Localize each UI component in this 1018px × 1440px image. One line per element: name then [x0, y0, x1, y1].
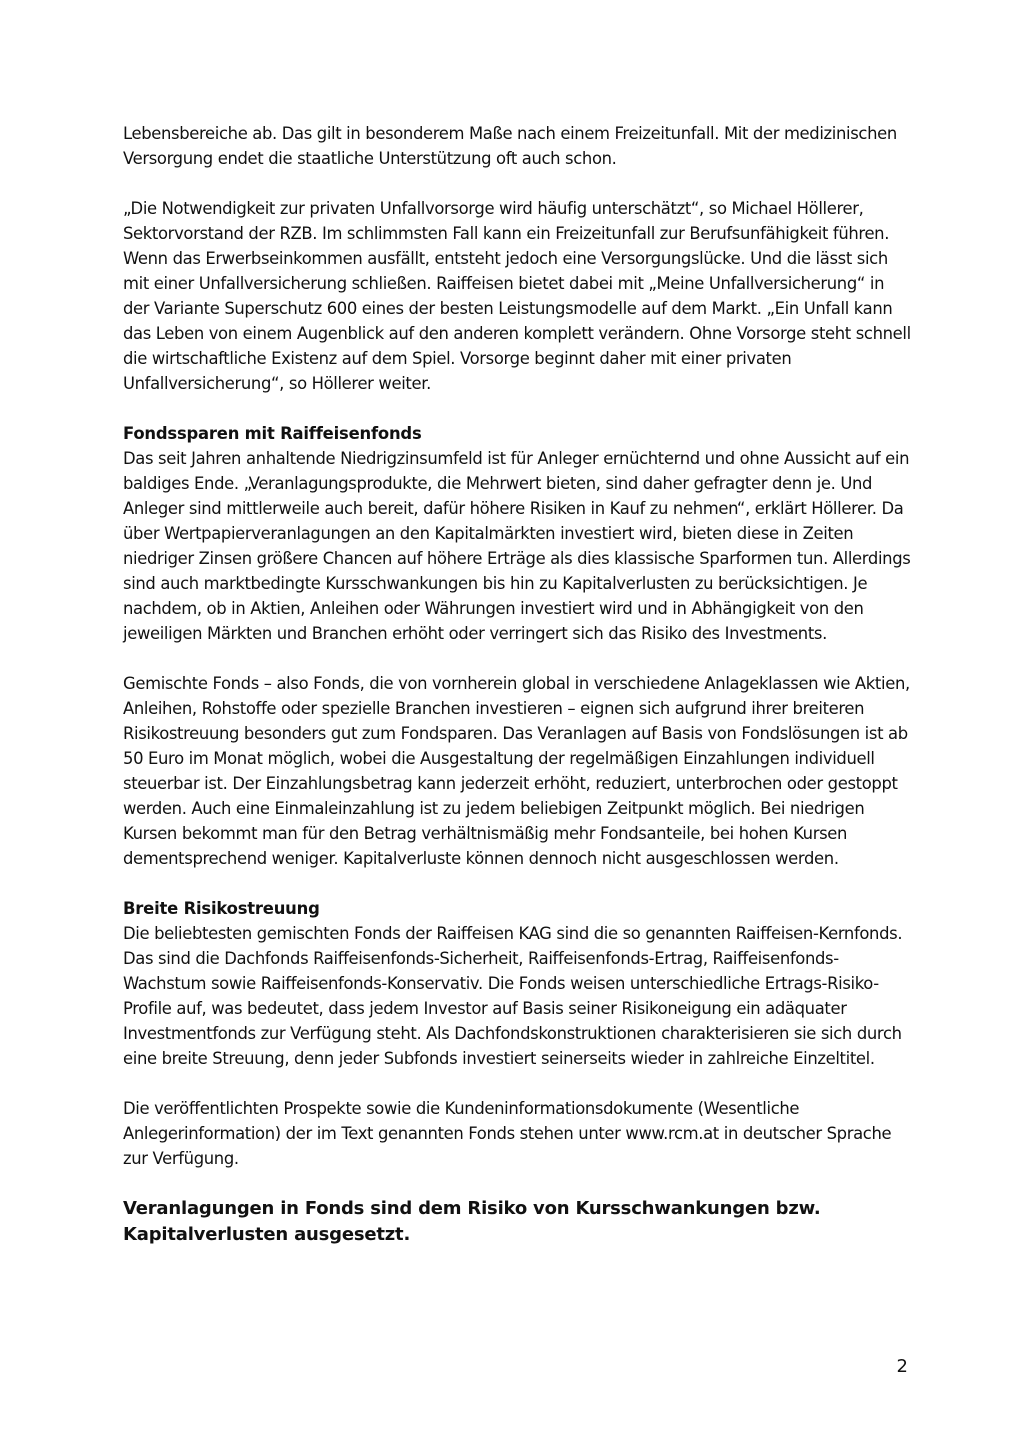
- intro-paragraph-2: „Die Notwendigkeit zur privaten Unfallvorsorge wird häufig unterschätzt“, so Michael Höllerer, Sektorvorstand der RZB. Im schlimmsten Fall kann ein Freizeitunfall zur Berufsunfähigkeit führen. Wenn das Erwerbseinkommen ausfällt, entsteht jedoch eine Versorgungslücke. Und die lässt sich mit einer Unfallversicherung schließen. Raiffeisen bietet dabei mit „Meine Unfallversicherung“ in der Variante Superschutz 600 eines der besten Leistungsmodelle auf dem Markt. „Ein Unfall kann das Leben von einem Augenblick auf den anderen komplett verändern. Ohne Vorsorge steht schnell die wirtschaftliche Existenz auf dem Spiel. Vorsorge beginnt daher mit einer privaten Unfallversicherung“, so Höllerer weiter.: [123, 199, 911, 393]
- section2-paragraph-2: Die veröffentlichten Prospekte sowie die Kundeninformationsdokumente (Wesentliche Anlegerinformation) der im Text genannten Fonds stehen unter www.rcm.at in deutscher Sprache zur Verfügung.: [123, 1099, 892, 1168]
- document-page: [123, 121, 913, 1248]
- intro-paragraph-1: Lebensbereiche ab. Das gilt in besonderem Maße nach einem Freizeitunfall. Mit der medizinischen Versorgung endet die staatliche Unterstützung oft auch schon.: [123, 124, 897, 168]
- risk-warning: Veranlagungen in Fonds sind dem Risiko von Kursschwankungen bzw. Kapitalverlusten ausgesetzt.: [123, 1198, 821, 1245]
- section1-paragraph-1: Das seit Jahren anhaltende Niedrigzinsumfeld ist für Anleger ernüchternd und ohne Aussicht auf ein baldiges Ende. „Veranlagungsprodukte, die Mehrwert bieten, sind daher gefragter denn je. Und Anleger sind mittlerweile auch bereit, dafür höhere Risiken in Kauf zu nehmen“, erklärt Höllerer. Da über Wertpapierveranlagungen an den Kapitalmärkten investiert wird, bieten diese in Zeiten niedriger Zinsen größere Chancen auf höhere Erträge als dies klassische Sparformen tun. Allerdings sind auch marktbedingte Kursschwankungen bis hin zu Kapitalverlusten zu berücksichtigen. Je nachdem, ob in Aktien, Anleihen oder Währungen investiert wird und in Abhängigkeit von den jeweiligen Märkten und Branchen erhöht oder verringert sich das Risiko des Investments.: [123, 449, 911, 643]
- section-heading-fondssparen: Fondssparen mit Raiffeisenfonds: [123, 424, 422, 443]
- section2-paragraph-1: Die beliebtesten gemischten Fonds der Raiffeisen KAG sind die so genannten Raiffeisen-Kernfonds. Das sind die Dachfonds Raiffeisenfonds-Sicherheit, Raiffeisenfonds-Ertrag, Raiffeisenfonds-Wachstum sowie Raiffeisenfonds-Konservativ. Die Fonds weisen unterschiedliche Ertrags-Risiko-Profile auf, was bedeutet, dass jedem Investor auf Basis seiner Risikoneigung ein adäquater Investmentfonds zur Verfügung steht. Als Dachfondskonstruktionen charakterisieren sie sich durch eine breite Streuung, denn jeder Subfonds investiert seinerseits wieder in zahlreiche Einzeltitel.: [123, 924, 903, 1068]
- page-number: 2: [896, 1356, 908, 1377]
- section1-paragraph-2: Gemischte Fonds – also Fonds, die von vornherein global in verschiedene Anlageklassen wie Aktien, Anleihen, Rohstoffe oder spezielle Branchen investieren – eignen sich aufgrund ihrer breiteren Risikostreuung besonders gut zum Fondsparen. Das Veranlagen auf Basis von Fondslösungen ist ab 50 Euro im Monat möglich, wobei die Ausgestaltung der regelmäßigen Einzahlungen individuell steuerbar ist. Der Einzahlungsbetrag kann jederzeit erhöht, reduziert, unterbrochen oder gestoppt werden. Auch eine Einmaleinzahlung ist zu jedem beliebigen Zeitpunkt möglich. Bei niedrigen Kursen bekommt man für den Betrag verhältnismäßig mehr Fondsanteile, bei hohen Kursen dementsprechend weniger. Kapitalverluste können dennoch nicht ausgeschlossen werden.: [123, 674, 910, 868]
- section-heading-risikostreuung: Breite Risikostreuung: [123, 899, 320, 918]
